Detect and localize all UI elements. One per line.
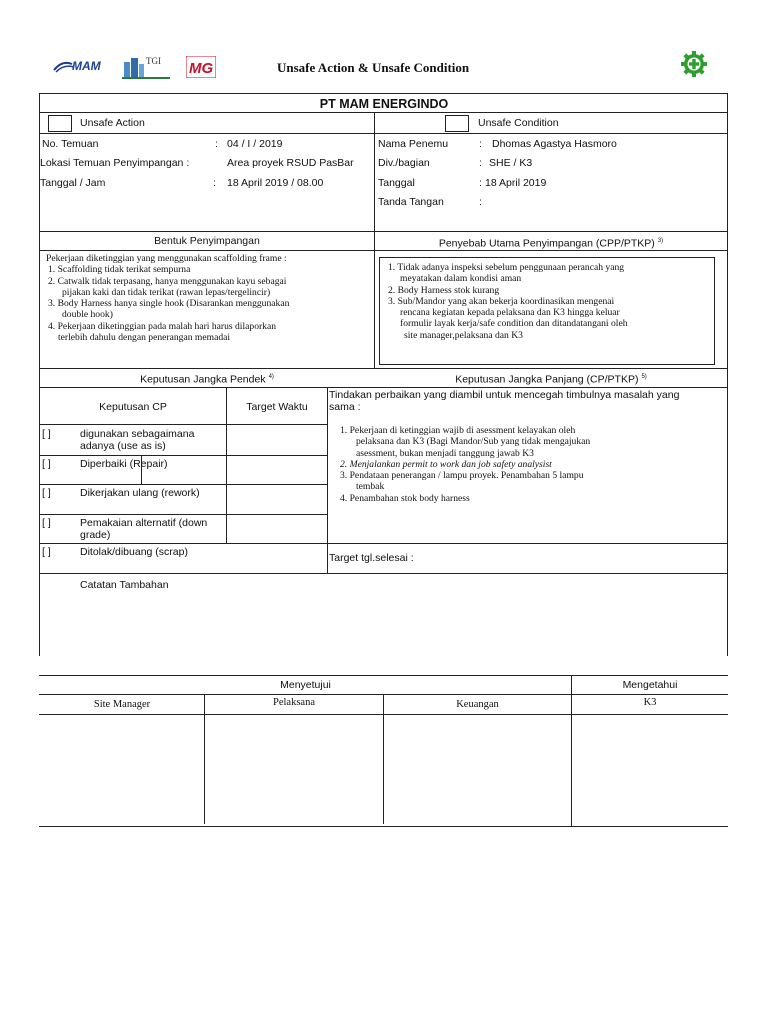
col-target-waktu: Target Waktu (246, 401, 308, 413)
panjang-intro (329, 389, 727, 413)
col-keputusan-cp: Keputusan CP (99, 401, 167, 413)
penyebab-heading (375, 235, 727, 250)
option-repair: Diperbaiki (Repair) (80, 458, 168, 470)
penyebab-item: site manager,pelaksana dan K3 (404, 329, 523, 341)
penyebab-item: rencana kegiatan kepada pelaksana dan K3 hingga keluar (400, 307, 620, 319)
bentuk-intro: Pekerjaan diketinggian yang menggunakan scaffolding frame : (46, 253, 287, 264)
panjang-intro-1: Tindakan perbaikan yang diambil untuk mencegah timbulnya masalah yang (329, 389, 680, 401)
keuangan-label: Keuangan (456, 699, 499, 710)
panjang-item: tembak (356, 481, 385, 493)
tanda-tangan-sep: : (479, 196, 482, 208)
tanda-tangan-label: Tanda Tangan (378, 196, 444, 208)
unsafe-condition-checkbox[interactable] (445, 115, 469, 132)
bentuk-item: 3. Body Harness hanya single hook (Disarankan menggunakan (48, 298, 290, 310)
option-rework: Dikerjakan ulang (rework) (80, 487, 200, 499)
unsafe-action-label: Unsafe Action (80, 117, 145, 129)
nama-penemu-value: Dhomas Agastya Hasmoro (492, 138, 617, 150)
penyebab-heading-text: Penyebab Utama Penyimpangan (CPP/PTKP) (438, 237, 655, 250)
panjang-list (340, 425, 725, 504)
mg-logo (186, 56, 216, 78)
div-bagian-sep: : (479, 157, 482, 169)
tanggal-label: Tanggal (378, 177, 415, 189)
div-bagian-value: SHE / K3 (489, 157, 533, 169)
unsafe-condition-label: Unsafe Condition (478, 117, 559, 129)
option-bracket[interactable]: [ ] (42, 487, 51, 499)
mam-logo (52, 56, 114, 76)
bentuk-heading: Bentuk Penyimpangan (154, 235, 260, 247)
menyetujui-label: Menyetujui (280, 679, 331, 691)
option-use-as-is (80, 428, 226, 452)
tanggal-jam-value: 18 April 2019 / 08.00 (227, 177, 324, 189)
svg-text:MAM: MAM (72, 59, 101, 73)
bentuk-list (46, 253, 371, 343)
penyebab-item: 3. Sub/Mandor yang akan bekerja koordinasikan mengenai (388, 295, 615, 307)
panjang-note: 5) (641, 374, 647, 380)
pelaksana-label: Pelaksana (273, 697, 315, 708)
option-label-2: grade) (80, 529, 111, 541)
unsafe-action-checkbox[interactable] (48, 115, 72, 132)
option-label-2: adanya (use as is) (80, 440, 166, 452)
nama-penemu-sep: : (479, 138, 482, 150)
penyebab-item: formulir layak kerja/safe condition dan ditandatangani oleh (400, 318, 628, 330)
option-bracket[interactable]: [ ] (42, 428, 51, 440)
penyebab-list (388, 262, 710, 341)
option-bracket[interactable]: [ ] (42, 546, 51, 558)
panjang-item: pelaksana dan K3 (Bagi Mandor/Sub yang tidak mengajukan (356, 436, 591, 448)
lokasi-label: Lokasi Temuan Penyimpangan : (40, 157, 190, 169)
site-manager-label: Site Manager (93, 699, 151, 710)
option-bracket[interactable]: [ ] (42, 517, 51, 529)
company-name: PT MAM ENERGINDO (319, 97, 449, 111)
panjang-item: 2. Menjalankan permit to work dan job safety analysist (340, 458, 552, 470)
k3-label: K3 (643, 697, 657, 708)
no-temuan-sep: : (215, 138, 218, 150)
bentuk-item: 2. Catwalk tidak terpasang, hanya menggunakan kayu sebagai (48, 275, 287, 287)
panjang-intro-2: sama : (329, 401, 361, 413)
option-label: digunakan sebagaimana (80, 428, 195, 440)
bentuk-item: 4. Pekerjaan diketinggian pada malah hari harus dilaporkan (48, 320, 277, 332)
panjang-item: asessment, bukan menjadi tanggung jawab K3 (356, 447, 534, 459)
tanggal-value: 18 April 2019 (485, 177, 547, 189)
svg-text:TGI: TGI (146, 56, 161, 66)
k3-gear-icon (680, 50, 708, 78)
pendek-note: 4) (268, 374, 274, 380)
no-temuan-value: 04 / I / 2019 (227, 138, 283, 150)
mengetahui-label: Mengetahui (622, 679, 678, 691)
panjang-heading-text: Keputusan Jangka Panjang (CP/PTKP) (455, 373, 639, 386)
penyebab-item: 1. Tidak adanya inspeksi sebelum penggunaan perancah yang (388, 262, 625, 273)
bentuk-item: terlebih dahulu dengan penerangan memadai (58, 332, 231, 344)
bentuk-item: double hook) (62, 309, 113, 321)
nama-penemu-label: Nama Penemu (378, 138, 449, 150)
panjang-heading (375, 371, 727, 386)
tgi-logo (122, 52, 170, 80)
bentuk-item: pijakan kaki dan tidak terikat (rawan lepas/tergelincir) (62, 286, 271, 298)
bentuk-item: 1. Scaffolding tidak terikat sempurna (48, 264, 191, 276)
div-bagian-label: Div./bagian (378, 157, 430, 169)
pendek-heading-text: Keputusan Jangka Pendek (140, 373, 266, 386)
option-scrap: Ditolak/dibuang (scrap) (80, 546, 188, 558)
panjang-item: 1. Pekerjaan di ketinggian wajib di asessment kelayakan oleh (340, 425, 576, 436)
panjang-item: 3. Pendataan penerangan / lampu proyek. Penambahan 5 lampu (340, 470, 584, 482)
option-bracket[interactable]: [ ] (42, 458, 51, 470)
pendek-heading (40, 371, 374, 386)
no-temuan-label: No. Temuan (42, 138, 99, 150)
catatan-tambahan: Catatan Tambahan (80, 579, 169, 591)
tanggal-jam-label: Tanggal / Jam (40, 177, 106, 189)
penyebab-item: 2. Body Harness stok kurang (388, 284, 500, 296)
lokasi-value: Area proyek RSUD PasBar (227, 157, 354, 169)
target-tgl-selesai: Target tgl.selesai : (329, 552, 414, 564)
penyebab-item: meyatakan dalam kondisi aman (400, 273, 522, 285)
penyebab-note: 3) (657, 238, 664, 244)
option-down-grade (80, 517, 207, 541)
tanggal-sep: : (479, 177, 482, 189)
form-title: Unsafe Action & Unsafe Condition (277, 60, 470, 75)
panjang-item: 4. Penambahan stok body harness (340, 492, 470, 504)
tanggal-jam-sep: : (213, 177, 216, 189)
option-label: Pemakaian alternatif (down (80, 517, 208, 529)
svg-text:MG: MG (189, 60, 214, 77)
